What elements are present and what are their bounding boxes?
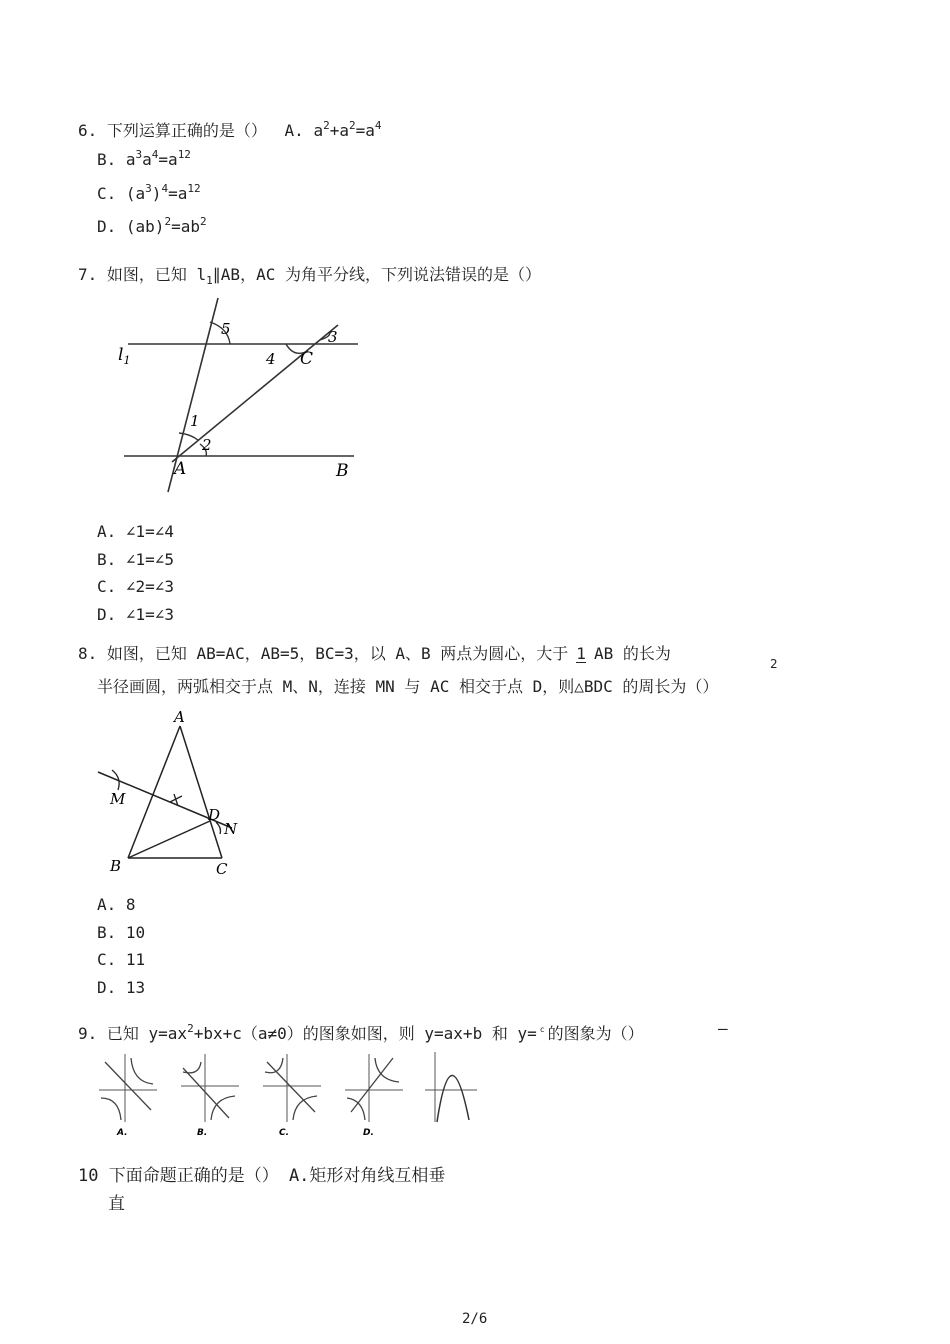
label-b: B bbox=[336, 461, 349, 481]
q6-option-d: D. $(ab)^2=ab^2$ bbox=[97, 215, 207, 236]
q9-graphs bbox=[95, 1048, 495, 1140]
q9-stem: 9. 已知 $y=ax^2+bx+c(a\ne 0)$的图象如图，则 y=ax+b 和 y= $^c$ 的图象为（） bbox=[78, 1022, 644, 1043]
graph-d bbox=[345, 1054, 403, 1138]
q6-option-c: C. $(a^3)^4=a^{12}$ bbox=[97, 182, 201, 203]
label-1: 1 bbox=[190, 412, 200, 430]
label-l1: $l_1$ bbox=[118, 345, 131, 367]
label-a: A bbox=[174, 708, 185, 726]
q8-option-a: A. 8 bbox=[97, 895, 136, 914]
q6-stem-line bbox=[78, 118, 381, 141]
q8-stem-line1: 8. 如图，已知 AB=AC，AB=5，BC=3，以 A、B 两点为圆心，大于 1 AB 的长为 bbox=[78, 644, 671, 663]
label-n: N bbox=[224, 820, 238, 838]
q8-option-c: C. 11 bbox=[97, 950, 146, 969]
graph-parabola bbox=[425, 1052, 477, 1122]
q9-dash: – bbox=[718, 1019, 728, 1038]
graph-c bbox=[263, 1054, 321, 1138]
q6-option-b: B. $a^3a^4=a^{12}$ bbox=[97, 148, 191, 169]
q7-option-b: B. ∠1=∠5 bbox=[97, 550, 175, 569]
q7-option-c: C. ∠2=∠3 bbox=[97, 577, 175, 596]
graph-a-label: A. bbox=[117, 1128, 128, 1138]
label-m: M bbox=[110, 790, 126, 808]
label-c: C bbox=[216, 860, 228, 878]
graph-b bbox=[181, 1054, 239, 1138]
label-4: 4 bbox=[266, 350, 276, 368]
q7-option-d: D. ∠1=∠3 bbox=[97, 605, 175, 624]
q7-option-a: A. ∠1=∠4 bbox=[97, 522, 175, 541]
q8-option-b: B. 10 bbox=[97, 923, 146, 942]
label-c: C bbox=[300, 349, 314, 369]
graph-d-label: D. bbox=[363, 1128, 374, 1138]
q6-option-a: A. $a^2+a^2=a^4$ bbox=[284, 119, 382, 140]
q8-stem-line2: 半径画圆，两弧相交于点 M、N，连接 MN 与 AC 相交于点 D，则△BDC 的周长为（） bbox=[97, 677, 719, 696]
fraction-numerator: 1 bbox=[576, 644, 586, 663]
q7-figure bbox=[110, 292, 370, 502]
q8-option-d: D. 13 bbox=[97, 978, 146, 997]
q6-stem: 6. 下列运算正确的是（） bbox=[78, 121, 267, 140]
graph-c-label: C. bbox=[279, 1128, 290, 1138]
label-5: 5 bbox=[221, 320, 231, 338]
label-3: 3 bbox=[328, 328, 338, 346]
label-b: B bbox=[110, 857, 122, 875]
fraction-denominator: 2 bbox=[770, 657, 778, 671]
graph-a bbox=[99, 1054, 157, 1138]
q10-stem: 10 下面命题正确的是（） A.矩形对角线互相垂 bbox=[78, 1166, 446, 1186]
side-ac bbox=[180, 726, 222, 858]
q8-figure bbox=[92, 706, 252, 886]
graph-b-label: B. bbox=[197, 1128, 208, 1138]
bisector-ac bbox=[172, 325, 338, 462]
q10-stem-continued: 直 bbox=[108, 1194, 125, 1214]
label-d: D bbox=[208, 806, 221, 824]
label-2: 2 bbox=[202, 436, 212, 454]
page-number: 2/6 bbox=[462, 1311, 488, 1327]
label-a: A bbox=[174, 459, 187, 479]
q7-stem: 7. 如图，已知 $l_1\parallel AB$，AC 为角平分线，下列说法错误的是（） bbox=[78, 265, 541, 287]
